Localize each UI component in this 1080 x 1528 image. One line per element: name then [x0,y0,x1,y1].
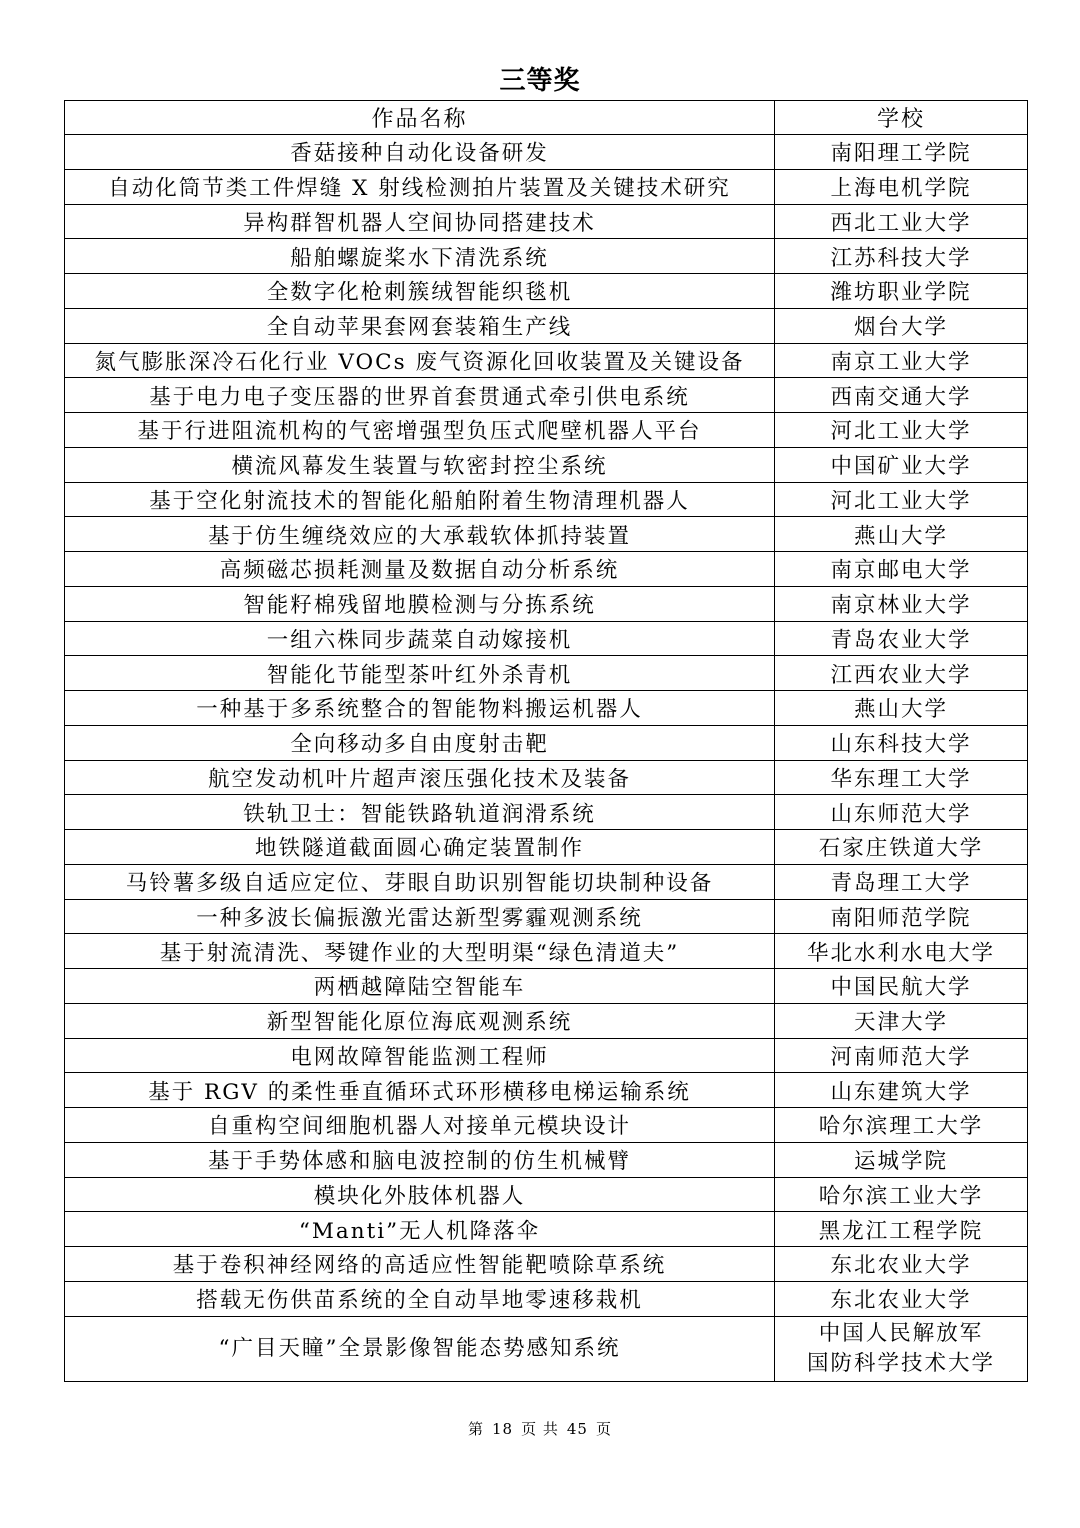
school-cell: 运城学院 [775,1142,1028,1177]
table-row [65,1108,1028,1143]
table-row [65,621,1028,656]
project-name-cell: 异构群智机器人空间协同搭建技术 [65,204,775,239]
footer-middle: 页 共 [521,1420,559,1438]
project-name-cell: 香菇接种自动化设备研发 [65,135,775,170]
project-name-cell: 一种基于多系统整合的智能物料搬运机器人 [65,691,775,726]
school-cell: 南京林业大学 [775,586,1028,621]
table-row [65,1142,1028,1177]
school-cell: 潍坊职业学院 [775,274,1028,309]
table-row [65,899,1028,934]
table-row [65,586,1028,621]
school-cell: 青岛农业大学 [775,621,1028,656]
page-footer [0,1418,1080,1439]
school-cell: 江苏科技大学 [775,239,1028,274]
project-name-cell: 基于仿生缠绕效应的大承载软体抓持装置 [65,517,775,552]
header-school: 学校 [775,101,1028,135]
school-cell: 东北农业大学 [775,1281,1028,1316]
school-cell: 中国矿业大学 [775,447,1028,482]
school-cell: 哈尔滨理工大学 [775,1108,1028,1143]
table-row [65,1038,1028,1073]
table-row [65,691,1028,726]
school-cell: 华东理工大学 [775,760,1028,795]
project-name-cell: 地铁隧道截面圆心确定装置制作 [65,830,775,865]
project-name-cell: 模块化外肢体机器人 [65,1177,775,1212]
school-cell: 河北工业大学 [775,413,1028,448]
school-cell: 天津大学 [775,1003,1028,1038]
school-cell: 黑龙江工程学院 [775,1212,1028,1247]
table-row [65,795,1028,830]
project-name-cell: 铁轨卫士：智能铁路轨道润滑系统 [65,795,775,830]
school-cell: 燕山大学 [775,691,1028,726]
school-line: 国防科学技术大学 [806,1350,995,1376]
school-cell: 河南师范大学 [775,1038,1028,1073]
project-name-cell: 基于手势体感和脑电波控制的仿生机械臂 [65,1142,775,1177]
school-cell: 南阳师范学院 [775,899,1028,934]
school-cell: 南阳理工学院 [775,135,1028,170]
project-name-cell: 智能籽棉残留地膜检测与分拣系统 [65,586,775,621]
table-row [65,447,1028,482]
footer-total-pages: 45 [566,1420,588,1438]
footer-page-number: 18 [492,1420,514,1438]
table-row [65,1003,1028,1038]
table-row [65,308,1028,343]
table-row [65,934,1028,969]
table-row [65,830,1028,865]
table-body [65,135,1028,1317]
table-row [65,482,1028,517]
school-cell [775,1316,1028,1381]
table-row [65,239,1028,274]
table-row [65,1281,1028,1316]
school-cell: 河北工业大学 [775,482,1028,517]
project-name-cell: 基于电力电子变压器的世界首套贯通式牵引供电系统 [65,378,775,413]
school-cell: 烟台大学 [775,308,1028,343]
table-header-row [65,101,1028,135]
school-cell: 西南交通大学 [775,378,1028,413]
table-row [65,1073,1028,1108]
school-cell: 西北工业大学 [775,204,1028,239]
project-name-cell: 电网故障智能监测工程师 [65,1038,775,1073]
awards-table [64,100,1028,1382]
project-name-cell: 全自动苹果套网套装箱生产线 [65,308,775,343]
project-name-cell: 两栖越障陆空智能车 [65,969,775,1004]
project-name-cell: 全数字化枪刺簇绒智能织毯机 [65,274,775,309]
table-row [65,413,1028,448]
table-row [65,1316,1028,1381]
table-row [65,1212,1028,1247]
footer-prefix: 第 [468,1420,485,1438]
section-title: 三等奖 [499,66,581,96]
project-name-cell: 新型智能化原位海底观测系统 [65,1003,775,1038]
table-row [65,864,1028,899]
project-name-cell: 基于卷积神经网络的高适应性智能靶喷除草系统 [65,1247,775,1282]
school-cell: 青岛理工大学 [775,864,1028,899]
footer-suffix: 页 [595,1420,612,1438]
project-name-cell: 搭载无伤供苗系统的全自动旱地零速移栽机 [65,1281,775,1316]
project-name-cell: 横流风幕发生装置与软密封控尘系统 [65,447,775,482]
school-cell: 山东科技大学 [775,725,1028,760]
school-cell: 上海电机学院 [775,169,1028,204]
table-row [65,1247,1028,1282]
project-name-cell: 全向移动多自由度射击靶 [65,725,775,760]
table-row [65,725,1028,760]
project-name-cell: 自动化筒节类工件焊缝 X 射线检测拍片装置及关键技术研究 [65,169,775,204]
project-name-cell: 马铃薯多级自适应定位、芽眼自助识别智能切块制种设备 [65,864,775,899]
project-name-cell: 船舶螺旋桨水下清洗系统 [65,239,775,274]
school-cell: 中国民航大学 [775,969,1028,1004]
project-name-cell: 智能化节能型茶叶红外杀青机 [65,656,775,691]
table-row [65,135,1028,170]
project-name-cell: 自重构空间细胞机器人对接单元模块设计 [65,1108,775,1143]
school-cell: 南京邮电大学 [775,552,1028,587]
header-project-name: 作品名称 [65,101,775,135]
project-name-cell: 氮气膨胀深冷石化行业 VOCs 废气资源化回收装置及关键设备 [65,343,775,378]
table-row [65,1177,1028,1212]
project-name-cell: 基于空化射流技术的智能化船舶附着生物清理机器人 [65,482,775,517]
table-row [65,552,1028,587]
table-row [65,343,1028,378]
school-cell: 华北水利水电大学 [775,934,1028,969]
project-name-cell: 高频磁芯损耗测量及数据自动分析系统 [65,552,775,587]
project-name-cell: 一组六株同步蔬菜自动嫁接机 [65,621,775,656]
school-cell: 山东师范大学 [775,795,1028,830]
table-row [65,378,1028,413]
project-name-cell: “广目天瞳”全景影像智能态势感知系统 [65,1316,775,1381]
school-cell: 南京工业大学 [775,343,1028,378]
table-row [65,204,1028,239]
school-line: 中国人民解放军 [818,1320,984,1346]
project-name-cell: 一种多波长偏振激光雷达新型雾霾观测系统 [65,899,775,934]
school-cell: 山东建筑大学 [775,1073,1028,1108]
table-row [65,656,1028,691]
table-row [65,760,1028,795]
school-cell: 东北农业大学 [775,1247,1028,1282]
table-row [65,969,1028,1004]
school-cell: 哈尔滨工业大学 [775,1177,1028,1212]
school-cell: 燕山大学 [775,517,1028,552]
project-name-cell: “Manti”无人机降落伞 [65,1212,775,1247]
school-cell: 江西农业大学 [775,656,1028,691]
project-name-cell: 基于射流清洗、琴键作业的大型明渠“绿色清道夫” [65,934,775,969]
project-name-cell: 基于行进阻流机构的气密增强型负压式爬壁机器人平台 [65,413,775,448]
project-name-cell: 基于 RGV 的柔性垂直循环式环形横移电梯运输系统 [65,1073,775,1108]
table-row [65,517,1028,552]
table-row [65,169,1028,204]
school-cell: 石家庄铁道大学 [775,830,1028,865]
table-row [65,274,1028,309]
project-name-cell: 航空发动机叶片超声滚压强化技术及装备 [65,760,775,795]
